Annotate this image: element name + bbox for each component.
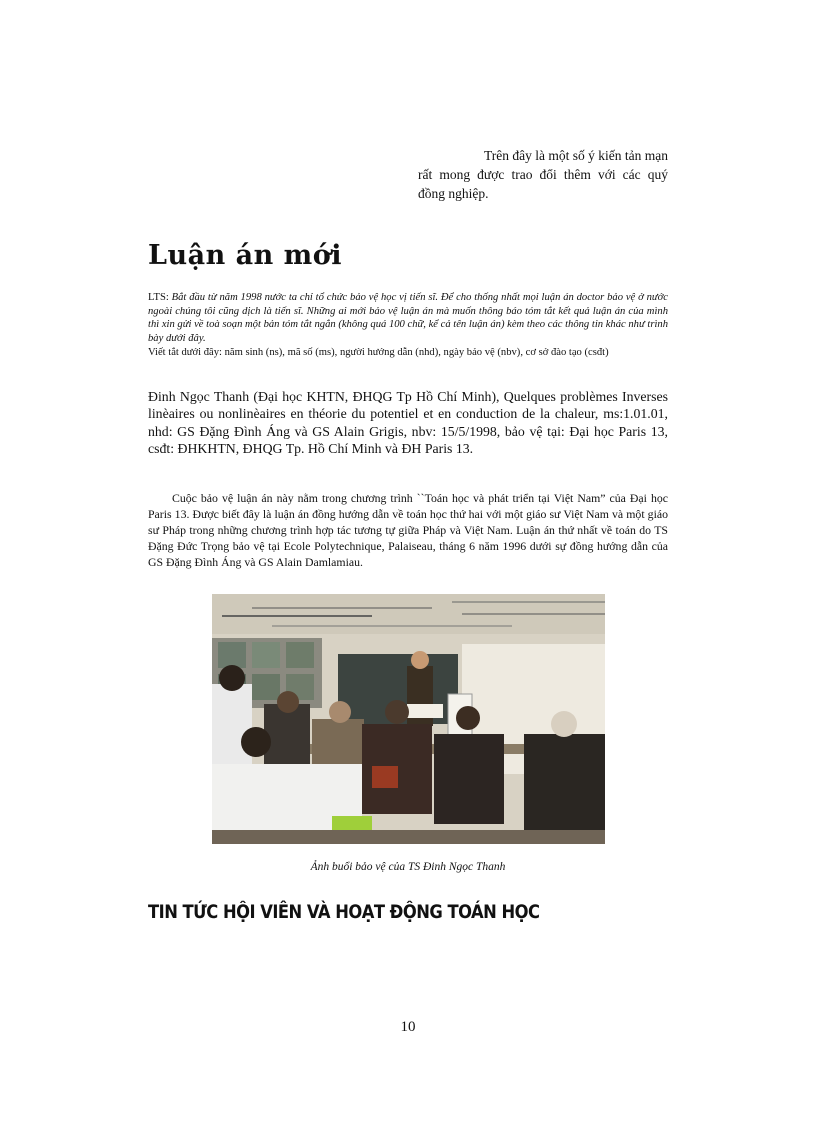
defense-photo [212, 594, 605, 844]
paragraph-text: Cuộc bảo vệ luận án này nằm trong chương trình ``Toán học và phát triển tại Việt Nam” của Đại học Paris 13. Được biết đây là luận án đồng hướng dẫn về toán học thứ hai với một giáo sư Việt Nam và một giáo sư Pháp trong những chương trình hợp tác tương tự giữa Pháp và Việt Nam. Luận án thứ nhất về toán do TS Đặng Đức Trọng bảo vệ tại Ecole Polytechnique, Palaiseau, tháng 6 năm 1996 dưới sự đồng hướng dẫn của GS Đặng Đình Áng và GS Alain Damlamiau. [148, 491, 668, 569]
section-heading-new-theses: Luận án mới [148, 240, 342, 271]
defense-photo-image [212, 594, 605, 844]
photo-caption: Ảnh buổi bảo vệ của TS Đinh Ngọc Thanh [310, 861, 506, 873]
thesis-entry: Đinh Ngọc Thanh (Đại học KHTN, ĐHQG Tp Hồ Chí Minh), Quelques problèmes Inverses linèaires ou nonlinèaires en théorie du potentiel et en conduction de la chaleur, ms:1.01.01, nhd: GS Đặng Đình Áng và GS Alain Grigis, nbv: 15/5/1998, bảo vệ tại: Đại học Paris 13, csđt: ĐHKHTN, ĐHQG Tp. Hồ Chí Minh và ĐH Paris 13. [148, 389, 668, 457]
thesis-paragraph [148, 490, 668, 570]
closing-text: Trên đây là một số ý kiến tản mạn rất mong được trao đổi thêm với các quý đồng nghiệp. [418, 148, 668, 201]
editor-note-body: Bắt đầu từ năm 1998 nước ta chỉ tổ chức bảo vệ học vị tiến sĩ. Để cho thống nhất mọi luận án doctor bảo vệ ở nước ngoài chúng tôi cũng dịch là tiến sĩ. Những ai mới bảo vệ luận án mà muốn thông báo tóm tắt kết quả luận án của mình thì xin gửi về toà soạn một bản tóm tắt ngắn (không quá 100 chữ, kể cả tên luận án) kèm theo các thông tin khác như trình bày dưới đây. [148, 292, 668, 344]
editor-note [148, 291, 668, 345]
section-title-member-news: TIN TỨC HỘI VIÊN VÀ HOẠT ĐỘNG TOÁN HỌC [148, 901, 540, 923]
closing-remark [418, 146, 668, 203]
page-number: 10 [400, 1019, 416, 1035]
editor-note-label: LTS: [148, 292, 169, 303]
abbreviations-note: Viết tắt dưới đây: năm sinh (ns), mã số (ms), người hướng dẫn (nhd), ngày bảo vệ (nbv), cơ sở đào tạo (csđt) [148, 347, 609, 358]
